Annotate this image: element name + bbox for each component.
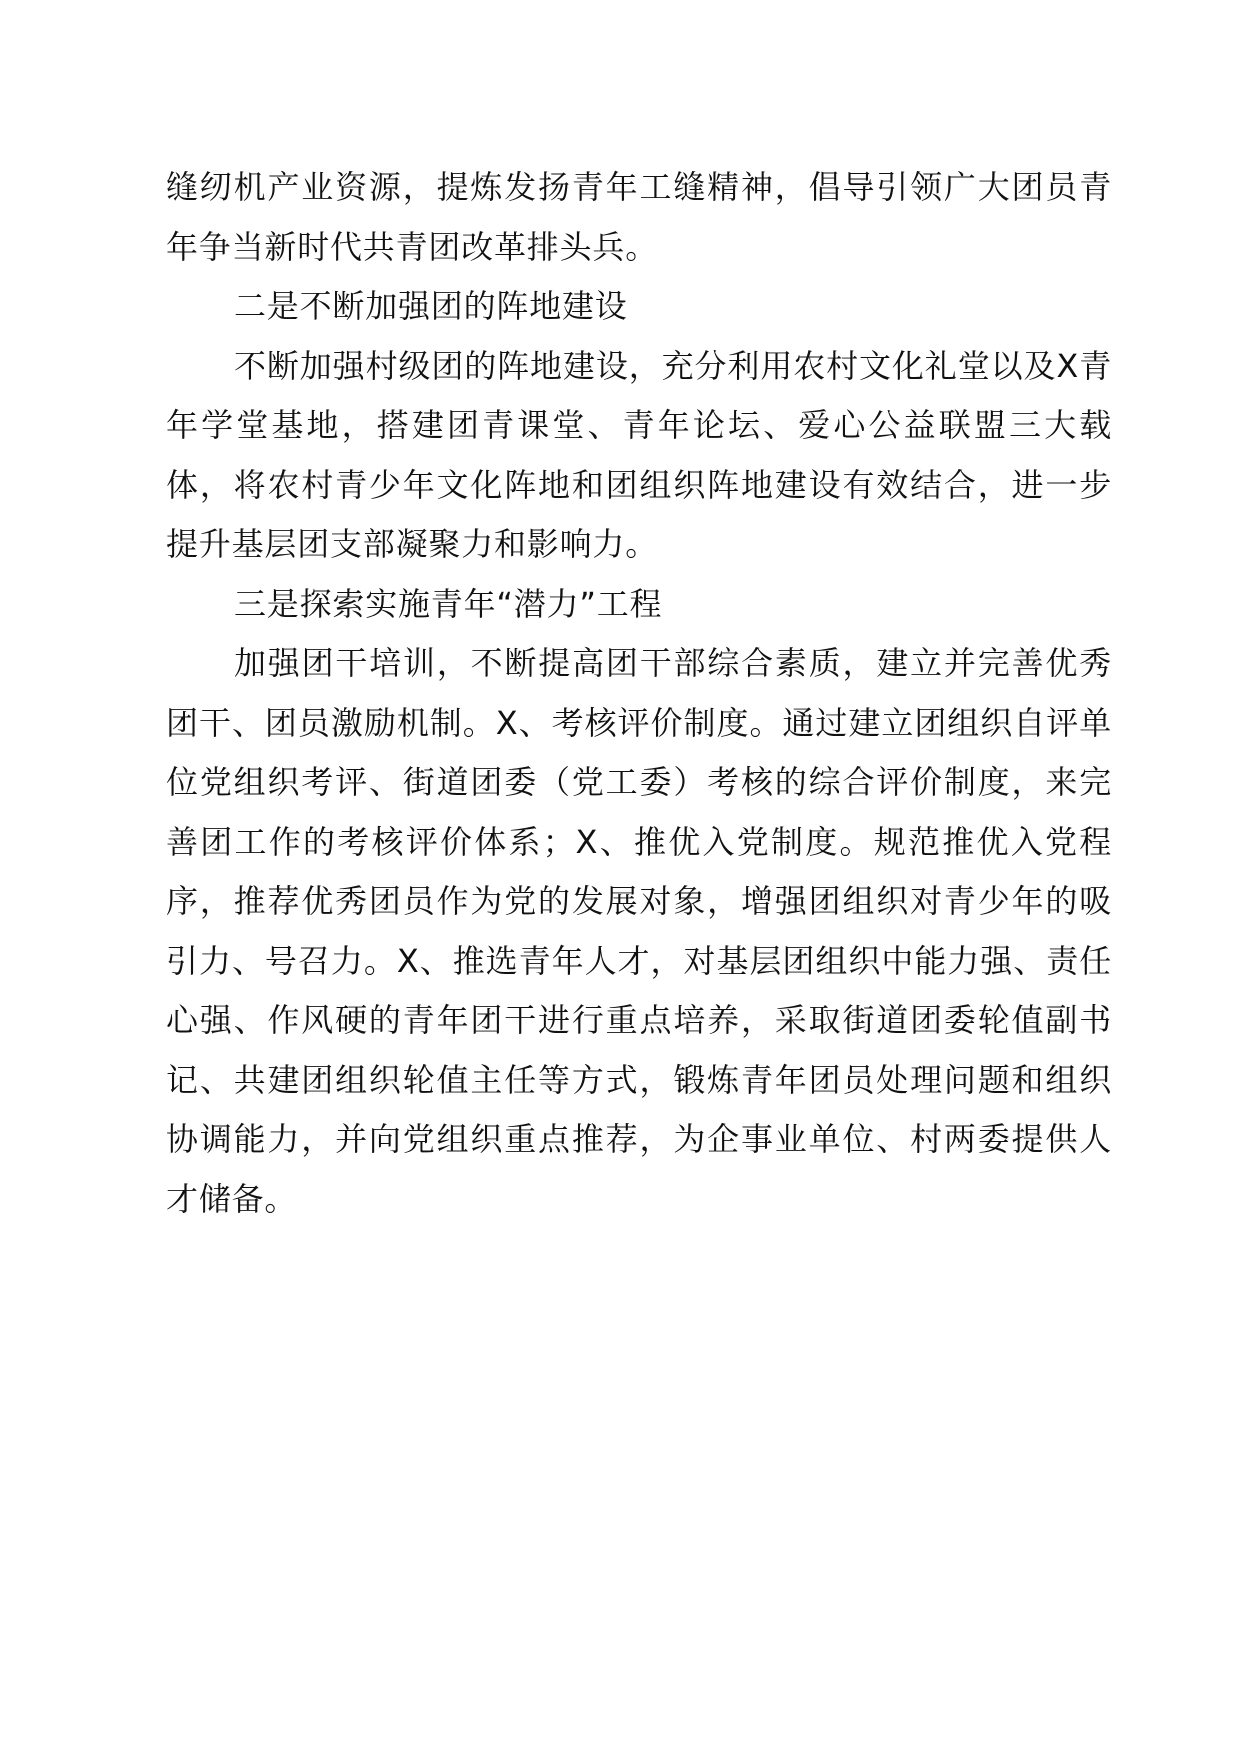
paragraph-position-building: 不断加强村级团的阵地建设，充分利用农村文化礼堂以及X青年学堂基地，搭建团青课堂、青年论坛、爱心公益联盟三大载体，将农村青少年文化阵地和团组织阵地建设有效结合，进一步提升基层团支部凝聚力和影响力。 xyxy=(166,346,1112,563)
section-heading-2: 二是不断加强团的阵地建设 xyxy=(234,287,628,325)
paragraph-potential-project: 加强团干培训，不断提高团干部综合素质，建立并完善优秀团干、团员激励机制。X、考核评价制度。通过建立团组织自评单位党组织考评、街道团委（党工委）考核的综合评价制度，来完善团工作的考核评价体系；X、推优入党制度。规范推优入党程序，推荐优秀团员作为党的发展对象，增强团组织对青少年的吸引力、号召力。X、推选青年人才，对基层团组织中能力强、责任心强、作风硬的青年团干进行重点培养，采取街道团委轮值副书记、共建团组织轮值主任等方式，锻炼青年团员处理问题和组织协调能力，并向党组织重点推荐，为企事业单位、村两委提供人才储备。 xyxy=(166,644,1112,1218)
paragraph-continuation: 缝纫机产业资源，提炼发扬青年工缝精神，倡导引领广大团员青年争当新时代共青团改革排头兵。 xyxy=(166,168,1112,266)
section-heading-3: 三是探索实施青年“潜力”工程 xyxy=(234,584,663,623)
document-body xyxy=(166,158,1112,1229)
